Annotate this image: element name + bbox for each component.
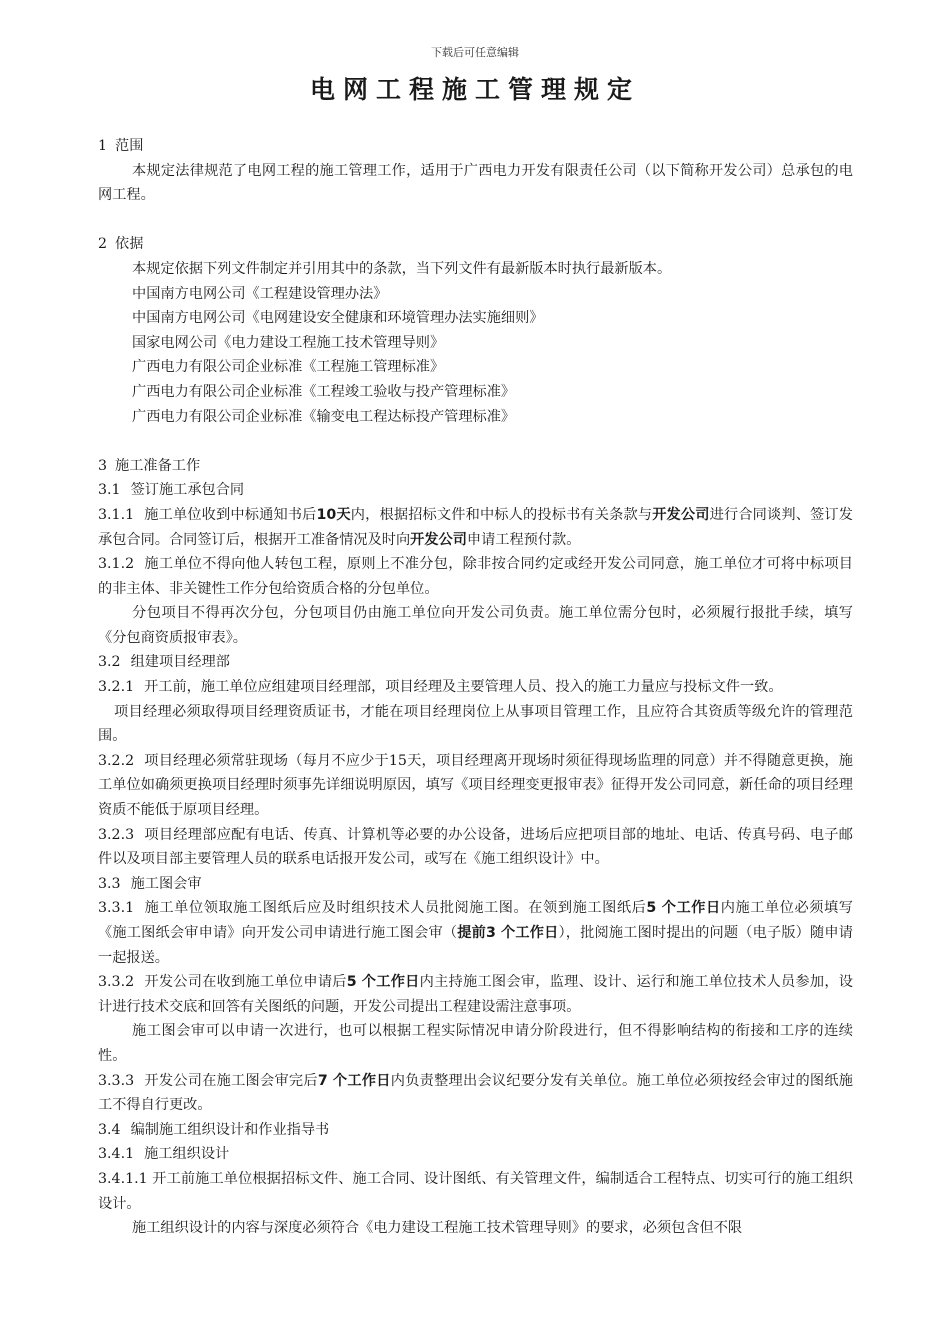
download-note: 下载后可任意编辑 [431, 46, 519, 59]
section-title: 范围 [115, 138, 144, 154]
subsection-heading [98, 650, 853, 675]
paragraph: 分包项目不得再次分包，分包项目仍由施工单位向开发公司负责。施工单位需分包时，必须履行报批手续，填写《分包商资质报审表》。 [98, 605, 853, 646]
section-number: 1 [98, 138, 108, 154]
emphasis-text: 10天 [316, 506, 351, 523]
clause-3-2-1 [98, 675, 853, 700]
clause-3-3-1 [98, 896, 853, 970]
clause-3-4-1-1 [98, 1167, 853, 1216]
section-number: 3 [98, 457, 108, 474]
clause-text: 开工前，施工单位应组建项目经理部，项目经理及主要管理人员、投入的施工力量应与投标文件一致。 [144, 679, 783, 696]
paragraph: 本规定依据下列文件制定并引用其中的条款，当下列文件有最新版本时执行最新版本。 [132, 260, 672, 277]
clause-text: 开发公司在收到施工单位申请后 [144, 974, 347, 991]
clause-number: 3.3.1 [98, 900, 135, 917]
emphasis-text: 提前3 个工作日 [457, 925, 559, 941]
subsection-heading [98, 478, 853, 503]
section-number: 3.4 [98, 1121, 121, 1138]
clause-text: 开发公司在施工图会审完后 [144, 1072, 318, 1089]
section-2-heading [98, 232, 853, 257]
clause-text: 施工单位收到中标通知书后 [144, 506, 317, 523]
clause-3-1-2 [98, 552, 853, 601]
clause-number: 3.2.3 [98, 826, 135, 843]
clause-3-3-2 [98, 970, 853, 1019]
reference-item: 广西电力有限公司企业标准《输变电工程达标投产管理标准》 [132, 408, 516, 425]
emphasis-text: 7 个工作日 [317, 1072, 391, 1089]
clause-text: 内主持施工图会审，监理、设计、运行和施工单位技术人员参加，设计进行技术交底和回答有关图纸的问题，开发公司提出工程建设需注意事项。 [98, 974, 853, 1015]
emphasis-text: 5 个工作日 [646, 900, 721, 917]
clause-3-3-3 [98, 1069, 853, 1118]
emphasis-text: 5 个工作日 [346, 974, 420, 991]
subsection-heading [98, 1142, 853, 1167]
paragraph: 项目经理必须取得项目经理资质证书，才能在项目经理岗位上从事项目管理工作，且应符合其资质等级允许的管理范围。 [98, 703, 853, 745]
emphasis-text: 开发公司 [652, 506, 710, 523]
spacer [98, 208, 853, 233]
section-number: 2 [98, 236, 108, 253]
reference-item: 广西电力有限公司企业标准《工程竣工验收与投产管理标准》 [132, 383, 516, 400]
section-title: 施工组织设计 [144, 1146, 230, 1163]
section-title: 编制施工组织设计和作业指导书 [130, 1121, 330, 1138]
clause-3-2-2 [98, 749, 853, 823]
paragraph: 本规定法律规范了电网工程的施工管理工作，适用于广西电力开发有限责任公司（以下简称开发公司）总承包的电网工程。 [98, 162, 853, 204]
clause-text: 开工前施工单位根据招标文件、施工合同、设计图纸、有关管理文件，编制适合工程特点、切实可行的施工组织设计。 [98, 1170, 853, 1212]
clause-number: 3.1.1 [98, 506, 135, 523]
document-title: 电网工程施工管理规定 [309, 75, 640, 104]
section-title: 依据 [115, 236, 144, 253]
clause-text: 进行合同谈判、签订发承包合同。合同签订后，根据开工准备情况及时向 [98, 506, 853, 548]
clause-text: 内施工单位必须填写《施工图纸会审申请》向开发公司申请进行施工图会审（ [98, 900, 853, 941]
spacer [98, 429, 853, 454]
section-number: 3.2 [98, 654, 121, 671]
paragraph: 施工图会审可以申请一次进行，也可以根据工程实际情况申请分阶段进行，但不得影响结构的衔接和工序的连续性。 [98, 1023, 853, 1064]
subsection-heading [98, 872, 853, 897]
clause-text: 项目经理部应配有电话、传真、计算机等必要的办公设备，进场后应把项目部的地址、电话、传真号码、电子邮件以及项目部主要管理人员的联系电话报开发公司，或写在《施工组织设计》中。 [98, 826, 853, 868]
clause-number: 3.2.2 [98, 752, 135, 769]
section-number: 3.4.1 [98, 1146, 135, 1163]
clause-number: 3.1.2 [98, 556, 135, 573]
document-body [98, 134, 853, 1241]
clause-text: ），批阅施工图时提出的问题（电子版）随申请一起报送。 [98, 925, 853, 966]
clause-text: 施工单位领取施工图纸后应及时组织技术人员批阅施工图。在领到施工图纸后 [144, 900, 647, 917]
section-title: 施工准备工作 [115, 457, 201, 474]
section-title: 施工图会审 [130, 875, 202, 892]
section-1-heading [98, 134, 853, 159]
clause-3-2-3 [98, 823, 853, 872]
clause-text: 申请工程预付款。 [466, 531, 581, 548]
clause-text: 施工单位不得向他人转包工程，原则上不准分包，除非按合同约定或经开发公司同意，施工单位才可将中标项目的非主体、非关键性工作分包给资质合格的分包单位。 [98, 556, 853, 597]
reference-item: 中国南方电网公司《电网建设安全健康和环境管理办法实施细则》 [132, 310, 544, 327]
clause-number: 3.4.1.1 [98, 1170, 148, 1187]
clause-number: 3.2.1 [98, 679, 135, 696]
section-title: 签订施工承包合同 [130, 482, 245, 499]
section-number: 3.3 [98, 875, 121, 892]
paragraph: 施工组织设计的内容与深度必须符合《电力建设工程施工技术管理导则》的要求，必须包含但不限 [132, 1220, 743, 1237]
section-title: 组建项目经理部 [130, 654, 230, 671]
clause-text: 内，根据招标文件和中标人的投标书有关条款与 [350, 506, 653, 523]
section-3-heading [98, 454, 853, 479]
clause-3-1-1 [98, 503, 853, 552]
subsection-heading [98, 1118, 853, 1143]
reference-item: 国家电网公司《电力建设工程施工技术管理导则》 [132, 334, 445, 351]
clause-number: 3.3.2 [98, 974, 135, 991]
clause-text: 内负责整理出会议纪要分发有关单位。施工单位必须按经会审过的图纸施工不得自行更改。 [98, 1072, 853, 1114]
section-number: 3.1 [98, 482, 121, 499]
clause-number: 3.3.3 [98, 1072, 135, 1089]
clause-text: 项目经理必须常驻现场（每月不应少于15天，项目经理离开现场时须征得现场监理的同意）并不得随意更换，施工单位如确须更换项目经理时须事先详细说明原因，填写《项目经理变更报审表》征得开发公司同意，新任命的项目经理资质不能低于原项目经理。 [98, 752, 853, 819]
reference-item: 广西电力有限公司企业标准《工程施工管理标准》 [132, 359, 445, 376]
reference-item: 中国南方电网公司《工程建设管理办法》 [132, 285, 388, 302]
emphasis-text: 开发公司 [410, 531, 467, 548]
